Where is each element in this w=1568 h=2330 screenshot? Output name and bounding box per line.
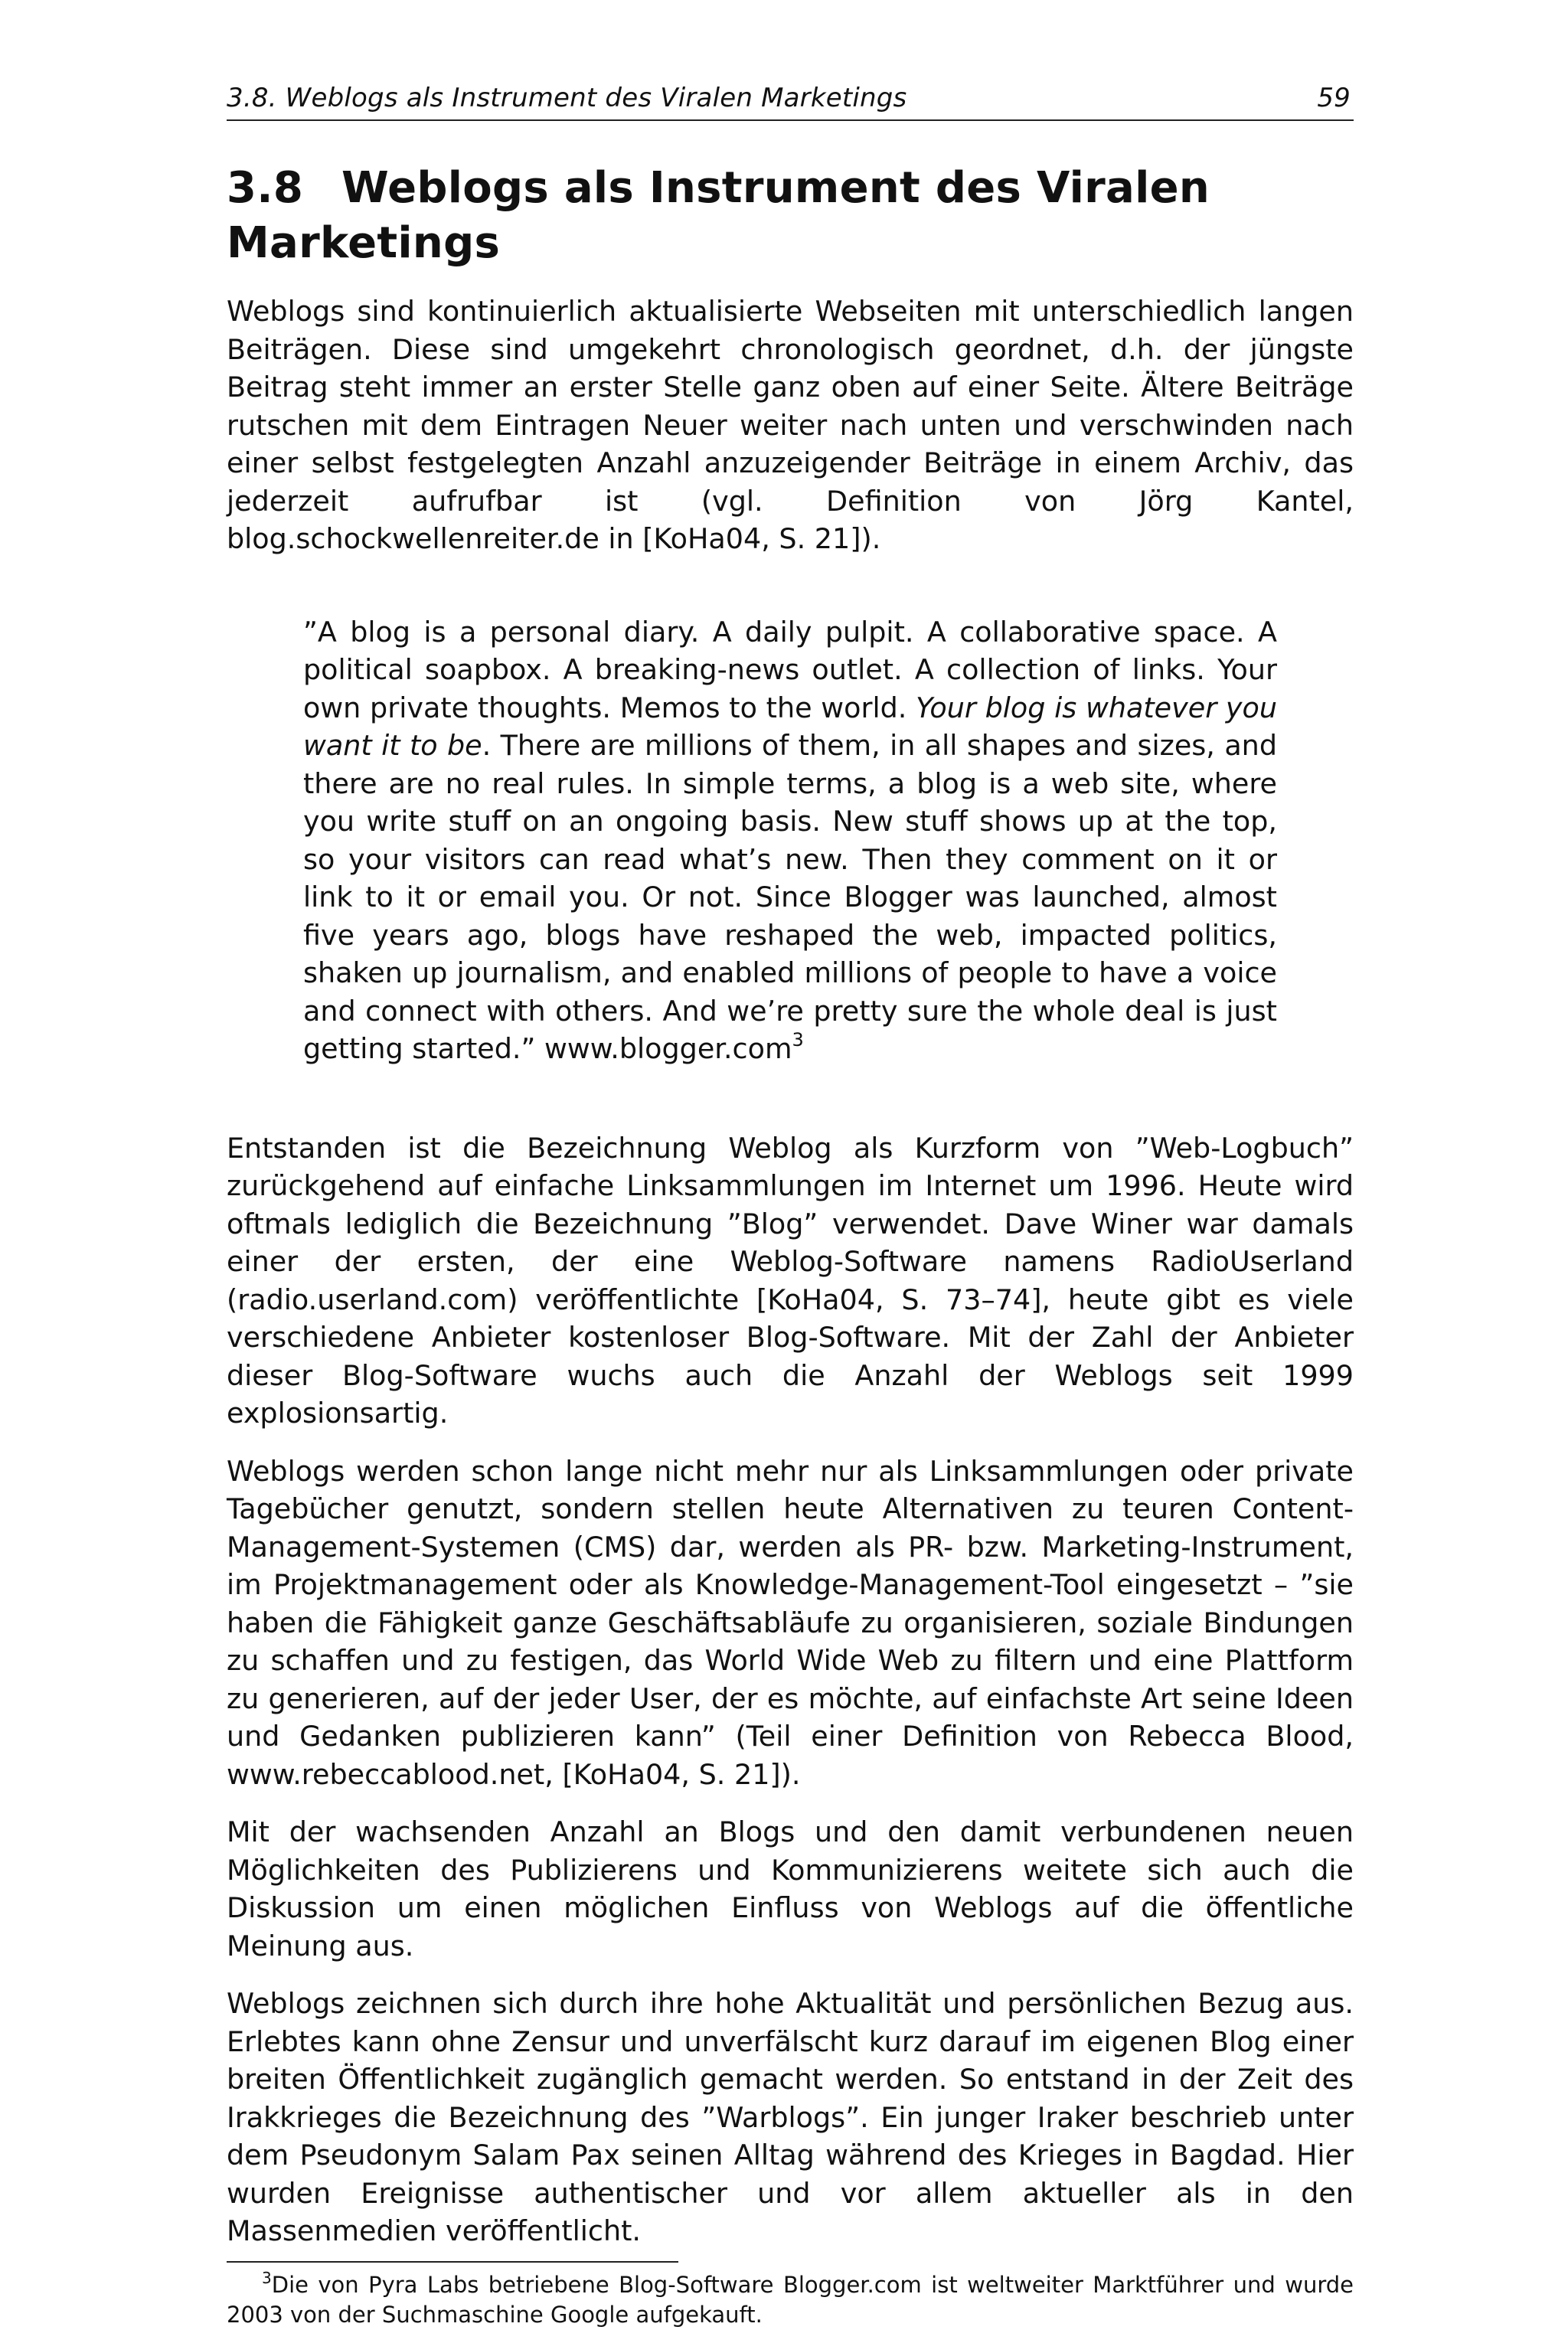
section-number: 3.8: [227, 163, 304, 213]
running-head-section: 3.8. Weblogs als Instrument des Viralen Marketings: [227, 83, 907, 113]
quote-text-part1: ”A blog is a personal diary. A daily pulpit. A collaborative space. A political soapbox. A breaking-news outlet. A collection of links. Your own private thoughts. Memos to the world.: [303, 615, 1277, 724]
section-title: Weblogs als Instrument des Viralen Marketings: [227, 163, 1210, 268]
section-heading: [227, 161, 1354, 271]
page: [227, 77, 1354, 2330]
paragraph-public-opinion: Mit der wachsenden Anzahl an Blogs und den damit verbundenen neuen Möglichkeiten des Publizierens und Kommunizierens weitete sich auch die Diskussion um einen möglichen Einfluss von Weblogs auf die öffentliche Meinung aus.: [227, 1815, 1354, 1962]
paragraph-weblog-uses: Weblogs werden schon lange nicht mehr nur als Linksammlungen oder private Tagebücher genutzt, sondern stellen heute Alternativen zu teuren Content-Management-Systemen (CMS) dar, werden als PR- bzw. Marketing-Instrument, im Projektmanagement oder als Knowledge-Management-Tool eingesetzt – ”sie haben die Fähigkeit ganze Geschäftsabläufe zu organisieren, soziale Bindungen zu schaffen und zu festigen, das World Wide Web zu filtern und eine Plattform zu generieren, auf der jeder User, der es möchte, auf einfachste Art seine Ideen und Gedanken publizieren kann” (Teil einer Definition von Rebecca Blood, www.rebeccablood.net, [KoHa04, S. 21]).: [227, 1454, 1354, 1791]
footnote-reference: 3: [792, 1029, 804, 1051]
footnote-mark: 3: [262, 2268, 272, 2287]
quote-emphasis: Your blog is whatever you want it to be: [303, 691, 1277, 762]
footnote-divider: [227, 2261, 678, 2263]
page-number: 59: [1317, 83, 1351, 113]
running-head: [227, 77, 1354, 121]
quote-text-part2: . There are millions of them, in all shapes and sizes, and there are no real rules. In simple terms, a blog is a web site, where you write stuff on an ongoing basis. New stuff shows up at the top, so your visitors can read what’s new. Then they comment on it or link to it or email you. Or not. Since Blogger was launched, almost five years ago, blogs have reshaped the web, impacted politics, shaken up journalism, and enabled millions of people to have a voice and connect with others. And we’re pretty sure the whole deal is just getting started.” www.blogger.com: [303, 729, 1277, 1065]
paragraph-warblogs: Weblogs zeichnen sich durch ihre hohe Aktualität und persönlichen Bezug aus. Erlebtes kann ohne Zensur und unverfälscht kurz darauf im eigenen Blog einer breiten Öffentlichkeit zugänglich gemacht werden. So entstand in der Zeit des Irakkrieges die Bezeichnung des ”Warblogs”. Ein junger Iraker beschrieb unter dem Pseudonym Salam Pax seinen Alltag während des Krieges in Bagdad. Hier wurden Ereignisse authentischer und vor allem aktueller als in den Massenmedien veröffentlicht.: [227, 1987, 1354, 2247]
footnote: [227, 2270, 1354, 2330]
footnote-text: Die von Pyra Labs betriebene Blog-Software Blogger.com ist weltweiter Marktführer und wurde 2003 von der Suchmaschine Google aufgekauft.: [227, 2271, 1354, 2328]
intro-paragraph: Weblogs sind kontinuierlich aktualisierte Webseiten mit unterschiedlich langen Beiträgen. Diese sind umgekehrt chronologisch geordnet, d.h. der jüngste Beitrag steht immer an erster Stelle ganz oben auf einer Seite. Ältere Beiträge rutschen mit dem Eintragen Neuer weiter nach unten und verschwinden nach einer selbst festgelegten Anzahl anzuzeigender Beiträge in einem Archiv, das jederzeit aufrufbar ist (vgl. Definition von Jörg Kantel, blog.schockwellenreiter.de in [KoHa04, S. 21]).: [227, 295, 1354, 555]
blockquote: [303, 613, 1277, 1068]
paragraph-weblog-origin: Entstanden ist die Bezeichnung Weblog als Kurzform von ”Web-Logbuch” zurückgehend auf einfache Linksammlungen im Internet um 1996. Heute wird oftmals lediglich die Bezeichnung ”Blog” verwendet. Dave Winer war damals einer der ersten, der eine Weblog-Software namens RadioUserland (radio.userland.com) veröffentlichte [KoHa04, S. 73–74], heute gibt es viele verschiedene Anbieter kostenloser Blog-Software. Mit der Zahl der Anbieter dieser Blog-Software wuchs auch die Anzahl der Weblogs seit 1999 explosionsartig.: [227, 1131, 1354, 1430]
